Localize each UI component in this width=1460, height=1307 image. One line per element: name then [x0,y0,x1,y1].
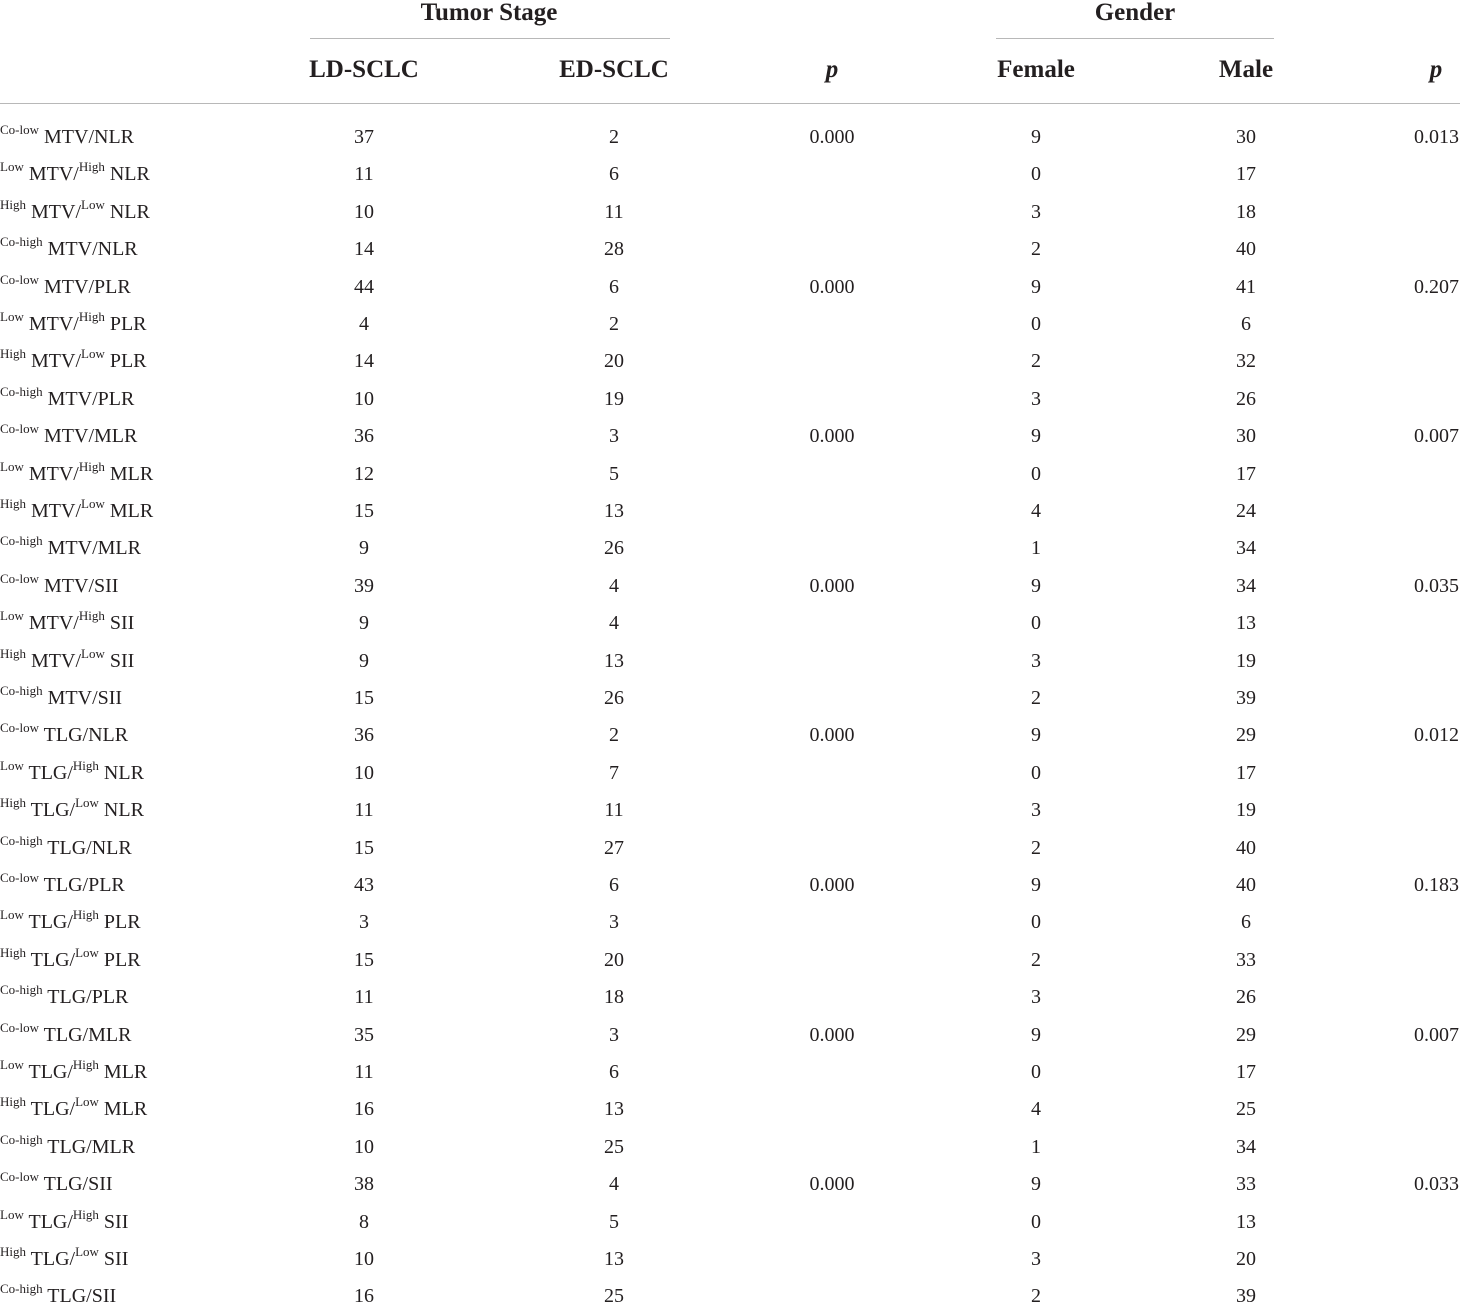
cell-female: 2 [1031,1285,1041,1307]
cell-male: 40 [1236,238,1256,260]
label-superscript-1: Co-low [0,122,39,138]
row-label [0,533,141,559]
label-superscript-1: Low [0,758,24,774]
row-label [0,870,125,896]
label-main: MTV/PLR [44,276,131,298]
cell-female: 9 [1031,724,1041,746]
cell-female: 1 [1031,1136,1041,1158]
cell-p-gender: 0.007 [1414,1024,1459,1046]
label-tail: SII [103,1211,129,1233]
cell-ld-sclc: 10 [354,762,374,784]
cell-ed-sclc: 26 [604,687,624,709]
cell-male: 6 [1241,911,1251,933]
cell-male: 40 [1236,874,1256,896]
cell-ld-sclc: 9 [359,650,369,672]
cell-ed-sclc: 4 [609,575,619,597]
label-main: MTV/NLR [47,238,138,260]
label-superscript-2: Low [81,496,105,512]
cell-male: 39 [1236,687,1256,709]
cell-ed-sclc: 19 [604,388,624,410]
cell-male: 6 [1241,313,1251,335]
label-tail: PLR [109,350,147,372]
label-tail: SII [109,650,135,672]
cell-male: 13 [1236,1211,1256,1233]
label-superscript-2: High [72,907,99,923]
label-superscript-2: High [72,758,99,774]
cell-ed-sclc: 3 [609,1024,619,1046]
cell-ld-sclc: 14 [354,238,374,260]
row-label [0,459,154,485]
label-superscript-1: High [0,795,26,811]
row-label [0,159,150,185]
label-superscript-2: High [78,309,105,325]
label-superscript-1: Co-low [0,870,39,886]
label-superscript-1: High [0,945,26,961]
label-main: TLG/ [28,911,73,933]
label-superscript-1: Co-high [0,982,43,998]
row-label [0,122,134,148]
label-main: MTV/SII [44,575,119,597]
cell-female: 3 [1031,986,1041,1008]
cell-female: 3 [1031,1248,1041,1270]
cell-ld-sclc: 16 [354,1285,374,1307]
cell-ld-sclc: 39 [354,575,374,597]
row-label [0,608,135,634]
cell-female: 9 [1031,575,1041,597]
label-main: TLG/ [28,1211,73,1233]
cell-ed-sclc: 5 [609,1211,619,1233]
label-tail: NLR [109,201,150,223]
cell-ed-sclc: 6 [609,874,619,896]
row-label [0,496,154,522]
cell-female: 0 [1031,911,1041,933]
label-main: MTV/ [31,350,81,372]
label-superscript-1: Co-low [0,1169,39,1185]
label-superscript-1: Co-high [0,833,43,849]
row-label [0,1094,148,1120]
row-label [0,683,123,709]
cell-male: 17 [1236,762,1256,784]
cell-ed-sclc: 6 [609,1061,619,1083]
cell-male: 17 [1236,463,1256,485]
row-label [0,982,129,1008]
label-tail: MLR [109,463,154,485]
cell-ed-sclc: 13 [604,650,624,672]
cell-female: 9 [1031,276,1041,298]
label-superscript-2: High [78,608,105,624]
cell-female: 1 [1031,537,1041,559]
label-superscript-1: Co-low [0,272,39,288]
label-superscript-1: Co-high [0,533,43,549]
label-main: MTV/MLR [47,537,141,559]
cell-ed-sclc: 27 [604,837,624,859]
label-superscript-1: Low [0,1207,24,1223]
label-superscript-1: Low [0,309,24,325]
label-superscript-1: Co-high [0,384,43,400]
label-main: TLG/ [28,1061,73,1083]
cell-ed-sclc: 20 [604,350,624,372]
label-main: MTV/ [28,313,79,335]
cell-male: 33 [1236,949,1256,971]
row-label [0,1169,113,1195]
cell-male: 17 [1236,1061,1256,1083]
label-main: TLG/ [28,762,73,784]
cell-ed-sclc: 13 [604,1248,624,1270]
cell-ed-sclc: 2 [609,313,619,335]
label-main: TLG/SII [43,1173,113,1195]
cell-ed-sclc: 7 [609,762,619,784]
cell-male: 34 [1236,537,1256,559]
cell-p-tumor-stage: 0.000 [809,575,855,597]
label-superscript-2: Low [75,1244,99,1260]
row-label [0,646,135,672]
label-superscript-2: Low [75,795,99,811]
header-group-tumor-stage: Tumor Stage [420,0,558,26]
row-label [0,1020,132,1046]
label-tail: MLR [103,1098,148,1120]
cell-ld-sclc: 36 [354,425,374,447]
cell-female: 0 [1031,612,1041,634]
cell-ed-sclc: 11 [604,799,624,821]
cell-ed-sclc: 13 [604,1098,624,1120]
cell-male: 32 [1236,350,1256,372]
cell-p-tumor-stage: 0.000 [809,1024,855,1046]
label-superscript-1: High [0,1244,26,1260]
cell-ld-sclc: 16 [354,1098,374,1120]
cell-ed-sclc: 5 [609,463,619,485]
row-label [0,833,132,859]
header-ed-sclc: ED-SCLC [559,56,669,83]
label-main: TLG/MLR [43,1024,132,1046]
label-tail: NLR [103,799,144,821]
cell-female: 9 [1031,425,1041,447]
label-superscript-1: High [0,346,26,362]
label-main: TLG/SII [47,1285,117,1307]
cell-male: 25 [1236,1098,1256,1120]
label-superscript-2: High [78,159,105,175]
cell-ed-sclc: 6 [609,276,619,298]
cell-ed-sclc: 4 [609,612,619,634]
header-ld-sclc: LD-SCLC [309,56,419,83]
cell-ld-sclc: 15 [354,837,374,859]
label-tail: PLR [103,949,141,971]
cell-ld-sclc: 36 [354,724,374,746]
cell-ld-sclc: 10 [354,1248,374,1270]
label-main: TLG/MLR [47,1136,136,1158]
row-label [0,1207,129,1233]
cell-female: 4 [1031,1098,1041,1120]
cell-ed-sclc: 3 [609,425,619,447]
label-main: MTV/SII [47,687,123,709]
label-superscript-2: High [72,1057,99,1073]
label-main: TLG/PLR [47,986,129,1008]
row-label [0,309,147,335]
row-label [0,272,131,298]
cell-male: 19 [1236,799,1256,821]
cell-ld-sclc: 10 [354,201,374,223]
label-superscript-1: Co-high [0,683,43,699]
cell-ed-sclc: 4 [609,1173,619,1195]
cell-male: 30 [1236,126,1256,148]
row-label [0,907,141,933]
cell-ed-sclc: 26 [604,537,624,559]
cell-female: 2 [1031,238,1041,260]
cell-ld-sclc: 15 [354,949,374,971]
gender-underline [996,38,1274,39]
tumor-stage-underline [310,38,670,39]
label-superscript-1: Co-low [0,720,39,736]
cell-male: 33 [1236,1173,1256,1195]
cell-p-tumor-stage: 0.000 [809,425,855,447]
label-superscript-1: High [0,496,26,512]
cell-ld-sclc: 14 [354,350,374,372]
cell-female: 0 [1031,762,1041,784]
label-main: TLG/PLR [43,874,125,896]
label-superscript-1: Low [0,159,24,175]
cell-p-tumor-stage: 0.000 [809,1173,855,1195]
cell-p-gender: 0.035 [1414,575,1459,597]
row-label [0,1132,136,1158]
cell-ld-sclc: 37 [354,126,374,148]
row-label [0,1244,129,1270]
label-superscript-1: Co-high [0,1132,43,1148]
cell-male: 13 [1236,612,1256,634]
cell-ld-sclc: 11 [354,799,374,821]
cell-p-gender: 0.207 [1414,276,1459,298]
label-superscript-2: Low [81,197,105,213]
label-superscript-2: Low [75,1094,99,1110]
label-superscript-1: Co-high [0,234,43,250]
row-label [0,421,138,447]
cell-male: 18 [1236,201,1256,223]
label-superscript-1: Co-low [0,1020,39,1036]
cell-female: 0 [1031,163,1041,185]
label-main: MTV/ [28,612,79,634]
header-p-gender: p [1429,56,1443,83]
cell-ld-sclc: 11 [354,986,374,1008]
cell-ld-sclc: 9 [359,612,369,634]
row-label [0,1057,148,1083]
cell-female: 2 [1031,949,1041,971]
cell-p-gender: 0.033 [1414,1173,1459,1195]
cell-female: 4 [1031,500,1041,522]
cell-male: 29 [1236,724,1256,746]
label-main: TLG/ [30,949,76,971]
cell-male: 34 [1236,575,1256,597]
label-main: MTV/ [28,463,79,485]
cell-ld-sclc: 9 [359,537,369,559]
cell-ed-sclc: 2 [609,126,619,148]
label-superscript-1: Low [0,1057,24,1073]
label-superscript-2: Low [81,346,105,362]
cell-female: 9 [1031,1173,1041,1195]
cell-female: 2 [1031,687,1041,709]
cell-ed-sclc: 18 [604,986,624,1008]
header-p-tumor: p [825,56,839,83]
label-superscript-2: High [72,1207,99,1223]
cell-male: 41 [1236,276,1256,298]
cell-ld-sclc: 15 [354,500,374,522]
cell-male: 20 [1236,1248,1256,1270]
cell-p-gender: 0.183 [1414,874,1459,896]
cell-ed-sclc: 2 [609,724,619,746]
cell-ed-sclc: 25 [604,1136,624,1158]
cell-p-gender: 0.013 [1414,126,1459,148]
cell-ed-sclc: 3 [609,911,619,933]
row-label [0,945,141,971]
cell-female: 0 [1031,313,1041,335]
cell-p-tumor-stage: 0.000 [809,276,855,298]
label-superscript-2: Low [81,646,105,662]
label-superscript-2: High [78,459,105,475]
label-superscript-1: Low [0,459,24,475]
label-main: MTV/ [31,650,81,672]
cell-p-tumor-stage: 0.000 [809,874,855,896]
label-main: MTV/PLR [47,388,135,410]
cell-male: 26 [1236,986,1256,1008]
label-main: MTV/ [31,201,81,223]
label-tail: NLR [109,163,150,185]
cell-female: 3 [1031,201,1041,223]
label-main: TLG/ [30,799,76,821]
cell-male: 29 [1236,1024,1256,1046]
row-label [0,234,138,260]
cell-ld-sclc: 8 [359,1211,369,1233]
label-superscript-1: High [0,1094,26,1110]
label-tail: PLR [109,313,147,335]
cell-ld-sclc: 35 [354,1024,374,1046]
cell-ed-sclc: 25 [604,1285,624,1307]
label-superscript-1: Co-high [0,1281,43,1297]
label-main: TLG/NLR [47,837,132,859]
row-label [0,571,119,597]
header-divider [0,103,1460,104]
cell-ed-sclc: 11 [604,201,624,223]
row-label [0,346,147,372]
cell-ld-sclc: 10 [354,388,374,410]
cell-female: 2 [1031,350,1041,372]
label-superscript-2: Low [75,945,99,961]
label-superscript-1: Low [0,907,24,923]
cell-female: 2 [1031,837,1041,859]
row-label [0,384,135,410]
cell-female: 9 [1031,874,1041,896]
cell-male: 19 [1236,650,1256,672]
row-label [0,1281,117,1307]
cell-p-gender: 0.012 [1414,724,1459,746]
cell-ld-sclc: 12 [354,463,374,485]
label-main: TLG/NLR [43,724,129,746]
cell-male: 34 [1236,1136,1256,1158]
cell-female: 9 [1031,126,1041,148]
cell-male: 39 [1236,1285,1256,1307]
label-main: MTV/MLR [44,425,138,447]
row-label [0,197,150,223]
label-superscript-1: Co-low [0,421,39,437]
label-tail: SII [103,1248,129,1270]
cell-p-tumor-stage: 0.000 [809,126,855,148]
cell-male: 30 [1236,425,1256,447]
label-tail: MLR [109,500,154,522]
label-main: MTV/ [31,500,81,522]
cell-male: 26 [1236,388,1256,410]
row-label [0,795,144,821]
cell-female: 3 [1031,799,1041,821]
cell-female: 0 [1031,1211,1041,1233]
cell-male: 40 [1236,837,1256,859]
row-label [0,720,129,746]
label-main: MTV/NLR [44,126,134,148]
label-main: MTV/ [28,163,79,185]
header-male: Male [1218,56,1274,83]
cell-male: 24 [1236,500,1256,522]
label-superscript-1: Co-low [0,571,39,587]
label-tail: SII [109,612,135,634]
cell-female: 3 [1031,388,1041,410]
label-main: TLG/ [30,1248,76,1270]
cell-female: 9 [1031,1024,1041,1046]
label-superscript-1: High [0,197,26,213]
label-tail: NLR [103,762,144,784]
cell-p-tumor-stage: 0.000 [809,724,855,746]
header-group-gender: Gender [1094,0,1176,26]
cell-ld-sclc: 10 [354,1136,374,1158]
cell-ld-sclc: 38 [354,1173,374,1195]
cell-ed-sclc: 6 [609,163,619,185]
cell-female: 0 [1031,1061,1041,1083]
cell-ld-sclc: 4 [359,313,369,335]
cell-ld-sclc: 11 [354,163,374,185]
label-tail: PLR [103,911,141,933]
cell-ld-sclc: 11 [354,1061,374,1083]
label-tail: MLR [103,1061,148,1083]
label-main: TLG/ [30,1098,76,1120]
cell-female: 3 [1031,650,1041,672]
cell-p-gender: 0.007 [1414,425,1459,447]
cell-male: 17 [1236,163,1256,185]
header-female: Female [997,56,1075,83]
row-label [0,758,144,784]
cell-ld-sclc: 44 [354,276,374,298]
label-superscript-1: Low [0,608,24,624]
cell-ld-sclc: 43 [354,874,374,896]
cell-ld-sclc: 15 [354,687,374,709]
cell-ed-sclc: 13 [604,500,624,522]
cell-ed-sclc: 28 [604,238,624,260]
cell-ed-sclc: 20 [604,949,624,971]
cell-female: 0 [1031,463,1041,485]
cell-ld-sclc: 3 [359,911,369,933]
label-superscript-1: High [0,646,26,662]
